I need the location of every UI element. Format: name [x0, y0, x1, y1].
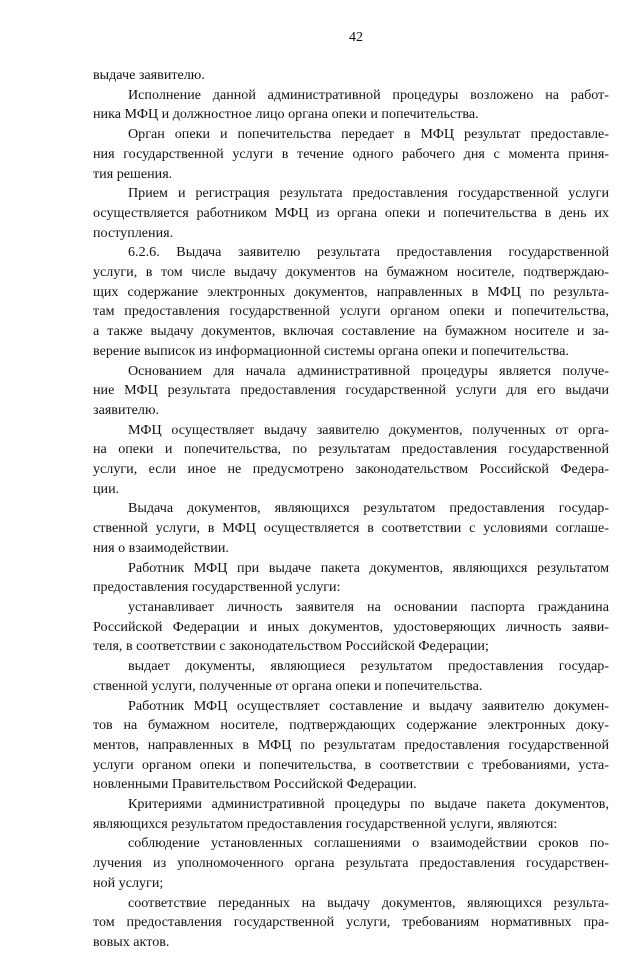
text-line: ственной услуги, полученные от органа опеки и попечительства.: [93, 677, 483, 694]
text-line: верение выписок из информационной системы органа опеки и попечительства.: [93, 342, 569, 359]
text-line: Прием и регистрация результата предоставления государственной услуги: [128, 185, 609, 202]
text-line: а также выдачу документов, включая составление на бумажном носителе и за-: [93, 323, 609, 340]
text-line: том предоставления государственной услуги, требованиям нормативных пра-: [93, 914, 609, 931]
text-line: вовых актов.: [93, 933, 170, 950]
text-line: на опеки и попечительства, по результатам предоставления государственной: [93, 441, 609, 458]
text-line: Орган опеки и попечительства передает в МФЦ результат предоставле-: [128, 126, 609, 143]
text-line: ния государственной услуги в течение одного рабочего дня с момента приня-: [93, 145, 609, 162]
text-line: щих содержание электронных документов, направленных в МФЦ по результа-: [93, 283, 609, 300]
text-line: ментов, направленных в МФЦ по результатам предоставления государственной: [93, 736, 609, 753]
text-line: теля, в соответствии с законодательством Российской Федерации;: [93, 638, 489, 655]
text-line: ции.: [93, 480, 120, 497]
text-line: предоставления государственной услуги:: [93, 579, 341, 596]
page-number: 42: [349, 30, 363, 45]
text-line: тия решения.: [93, 165, 173, 182]
text-line: Основанием для начала административной процедуры является получе-: [128, 362, 609, 379]
text-line: устанавливает личность заявителя на основании паспорта гражданина: [128, 598, 609, 615]
text-line: заявителю.: [93, 401, 160, 418]
text-line: Работник МФЦ осуществляет составление и выдачу заявителю докумен-: [128, 697, 609, 714]
text-line: поступления.: [93, 224, 174, 241]
text-line: новленными Правительством Российской Федерации.: [93, 776, 417, 793]
text-line: осуществляется работником МФЦ из органа опеки и попечительства в день их: [93, 204, 609, 221]
text-line: там предоставления государственной услуги органом опеки и попечительства,: [93, 303, 609, 320]
text-line: ния о взаимодействии.: [93, 539, 229, 556]
text-line: 6.2.6. Выдача заявителю результата предоставления государственной: [128, 244, 609, 261]
text-line: тов на бумажном носителе, подтверждающих содержание электронных доку-: [93, 717, 609, 734]
text-line: выдаче заявителю.: [93, 67, 205, 83]
document-body: [93, 66, 609, 953]
text-line: услуги органом опеки и попечительства, в соответствии с требованиями, уста-: [93, 756, 609, 773]
text-line: услуги, если иное не предусмотрено законодательством Российской Федера-: [93, 461, 609, 478]
text-line: соответствие переданных на выдачу документов, являющихся результа-: [128, 894, 609, 911]
text-line: услуги, в том числе выдачу документов на бумажном носителе, подтверждаю-: [93, 264, 609, 281]
text-line: Исполнение данной административной процедуры возложено на работ-: [128, 86, 609, 103]
text-line: ной услуги;: [93, 874, 164, 891]
text-line: ственной услуги, в МФЦ осуществляется в соответствии с условиями соглаше-: [93, 520, 609, 537]
text-line: ника МФЦ и должностное лицо органа опеки и попечительства.: [93, 106, 479, 123]
text-line: выдает документы, являющиеся результатом предоставления государ-: [128, 658, 609, 675]
text-line: МФЦ осуществляет выдачу заявителю документов, полученных от орга-: [128, 421, 609, 438]
text-line: соблюдение установленных соглашениями о взаимодействии сроков по-: [128, 835, 609, 852]
text-line: Российской Федерации и иных документов, удостоверяющих личность заяви-: [93, 618, 609, 635]
text-line: Выдача документов, являющихся результатом предоставления государ-: [128, 500, 609, 517]
text-line: Критериями административной процедуры по выдаче пакета документов,: [128, 796, 609, 813]
text-line: Работник МФЦ при выдаче пакета документов, являющихся результатом: [128, 559, 609, 576]
text-line: ние МФЦ результата предоставления государственной услуги для его выдачи: [93, 382, 609, 399]
text-line: лучения из уполномоченного органа результата предоставления государствен-: [93, 855, 609, 872]
text-line: являющихся результатом предоставления государственной услуги, являются:: [93, 815, 558, 832]
